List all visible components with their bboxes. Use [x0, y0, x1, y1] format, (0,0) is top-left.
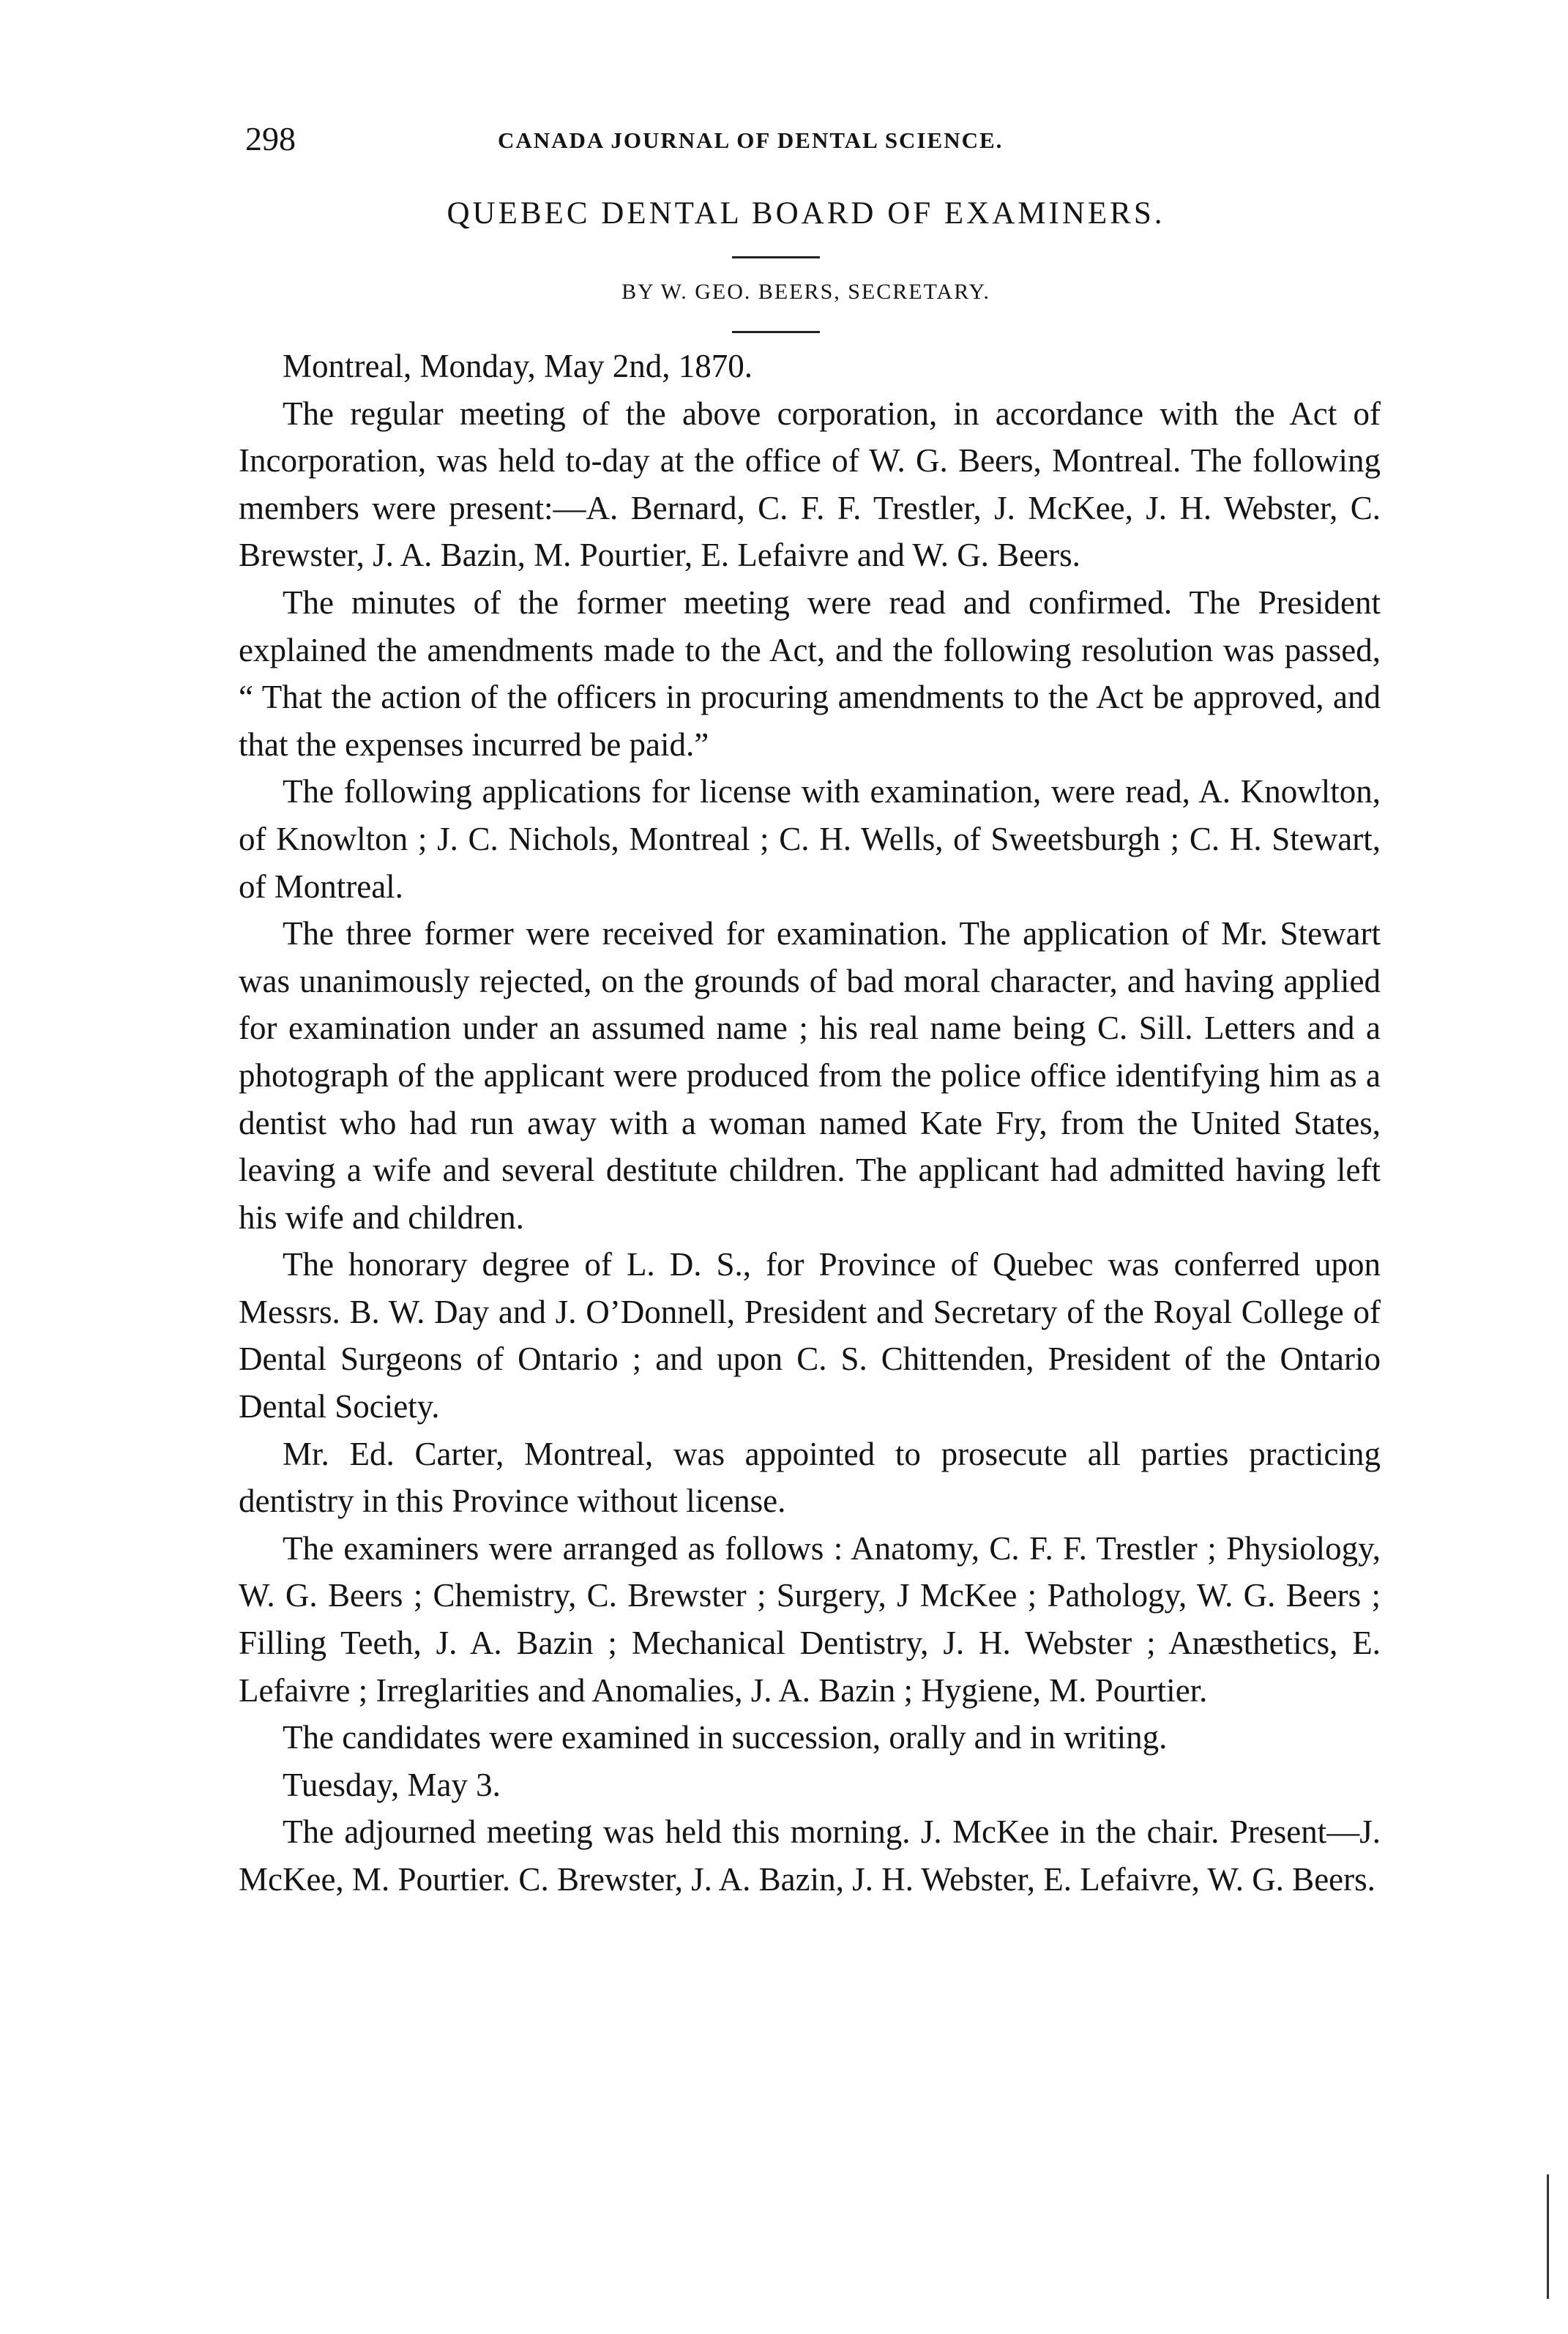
paragraph-meeting: The regular meeting of the above corporation, in accordance with the Act of Incorporation, was held to-day at the office of W. G. Beers, Montreal. The following members were present:—A. Bernard, C. F. F. Trestler, J. McKee, J. H. Webster, C. Brewster, J. A. Bazin, M. Pourtier, E. Lefaivre and W. G. Beers. — [239, 395, 1381, 574]
byline-divider — [732, 331, 820, 333]
article-body — [239, 343, 1381, 1904]
scan-margin-mark — [1547, 2174, 1549, 2299]
page-number: 298 — [245, 120, 296, 157]
paragraph-minutes: The minutes of the former meeting were read and confirmed. The President explained the amendments made to the Act, and the following resolution was passed, “ That the action of the officers in procuring amendments to the Act be approved, and that the expenses incurred be paid.” — [239, 584, 1381, 763]
running-head — [245, 117, 1373, 161]
dateline-paragraph: Montreal, Monday, May 2nd, 1870. — [283, 348, 753, 384]
paragraph-tuesday: Tuesday, May 3. — [283, 1766, 501, 1803]
paragraph-examiners: The examiners were arranged as follows : Anatomy, C. F. F. Trestler ; Physiology, W. G. Beers ; Chemistry, C. Brewster ; Surgery, J McKee ; Pathology, W. G. Beers ; Filling Teeth, J. A. Bazin ; Mechanical Dentistry, J. H. Webster ; Anæsthetics, E. Lefaivre ; Irreglarities and Anomalies, J. A. Bazin ; Hygiene, M. Pourtier. — [239, 1529, 1381, 1709]
article-byline: BY W. GEO. BEERS, SECRETARY. — [621, 280, 990, 304]
paragraph-applications: The following applications for license with examination, were read, A. Knowlton, of Knowlton ; J. C. Nichols, Montreal ; C. H. Wells, of Sweetsburgh ; C. H. Stewart, of Montreal. — [239, 773, 1381, 905]
paragraph-adjourned-meeting: The adjourned meeting was held this morning. J. McKee in the chair. Present—J. McKee, M. Pourtier. C. Brewster, J. A. Bazin, J. H. Webster, E. Lefaivre, W. G. Beers. — [239, 1813, 1381, 1898]
paragraph-prosecutor: Mr. Ed. Carter, Montreal, was appointed to prosecute all parties practicing dentistry in this Province without license. — [239, 1435, 1381, 1520]
article-title: QUEBEC DENTAL BOARD OF EXAMINERS. — [447, 196, 1165, 231]
paragraph-honorary-degree: The honorary degree of L. D. S., for Province of Quebec was conferred upon Messrs. B. W. Day and J. O’Donnell, President and Secretary of the Royal College of Dental Surgeons of Ontario ; and upon C. S. Chittenden, President of the Ontario Dental Society. — [239, 1246, 1381, 1425]
paragraph-candidates: The candidates were examined in succession, orally and in writing. — [283, 1719, 1168, 1756]
journal-title: CANADA JOURNAL OF DENTAL SCIENCE. — [498, 127, 1004, 153]
paragraph-rejection: The three former were received for examination. The application of Mr. Stewart was unanimously rejected, on the grounds of bad moral character, and having applied for examination under an assumed name ; his real name being C. Sill. Letters and a photograph of the applicant were produced from the police office identifying him as a dentist who had run away with a woman named Kate Fry, from the United States, leaving a wife and several destitute children. The applicant had admitted having left his wife and children. — [239, 915, 1381, 1236]
title-divider — [732, 256, 820, 258]
